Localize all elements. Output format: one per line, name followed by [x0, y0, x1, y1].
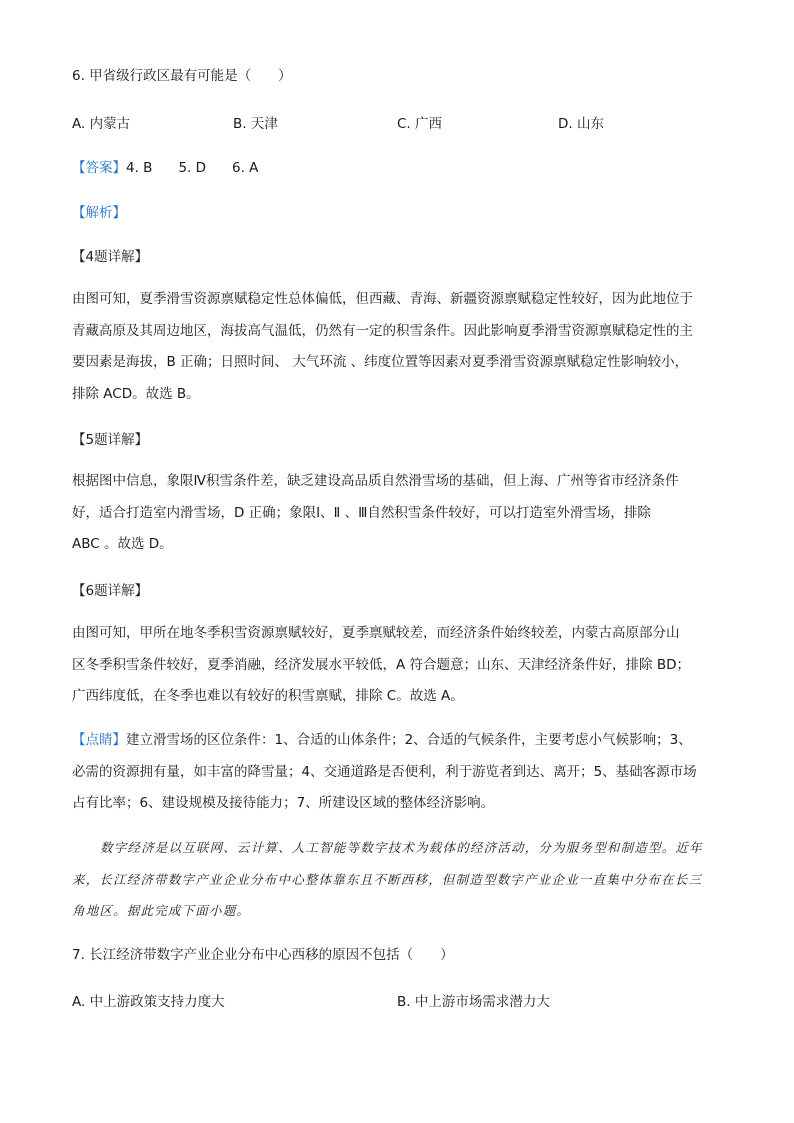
- q6-option-a: A. 内蒙古: [72, 116, 131, 132]
- answer-row: [72, 156, 258, 176]
- text-line: 要因素是海拔，B 正确；日照时间、 大气环流 、纬度位置等因素对夏季滑雪资源禀赋稳定性影响较小，: [72, 354, 689, 370]
- text-line: [72, 725, 722, 757]
- text-line: 数字经济是以互联网、云计算、人工智能等数字技术为载体的经济活动，分为服务型和制造型。近年: [100, 840, 703, 855]
- question-7-stem: 7. 长江经济带数字产业企业分布中心西移的原因不包括（ ）: [72, 947, 454, 963]
- tip-label: 【点睛】: [72, 732, 126, 748]
- q6-option-d: D. 山东: [558, 116, 604, 132]
- q6-option-c: C. 广西: [397, 116, 443, 132]
- text-line: 根据图中信息，象限Ⅳ积雪条件差，缺乏建设高品质自然滑雪场的基础，但上海、广州等省市经济条件: [72, 473, 679, 489]
- detail-6-title: 【6题详解】: [72, 583, 149, 599]
- reading-passage: [72, 832, 722, 927]
- tip-block: [72, 725, 722, 820]
- text-line: ABC 。故选 D。: [72, 536, 173, 552]
- text-line: 区冬季积雪条件较好，夏季消融，经济发展水平较低，A 符合题意；山东、天津经济条件好，排除 BD；: [72, 656, 690, 673]
- q7-option-a: A. 中上游政策支持力度大: [72, 994, 225, 1010]
- text-line: 广西纬度低，在冬季也难以有较好的积雪禀赋，排除 C。故选 A。: [72, 688, 464, 704]
- detail-5-body: [72, 466, 722, 561]
- q6-option-b: B. 天津: [233, 116, 278, 132]
- detail-4-title: 【4题详解】: [72, 249, 149, 265]
- text-line: 来，长江经济带数字产业企业分布中心整体靠东且不断西移，但制造型数字产业企业一直集中分布在长三: [72, 871, 703, 887]
- text-line: 由图可知，夏季滑雪资源禀赋稳定性总体偏低，但西藏、青海、新疆资源禀赋稳定性较好，因为此地位于: [72, 291, 693, 307]
- text-line: 角地区。据此完成下面小题。: [72, 903, 251, 918]
- text-line: 由图可知，甲所在地冬季积雪资源禀赋较好，夏季禀赋较差，而经济条件始终较差，内蒙古高原部分山: [72, 625, 680, 641]
- text-line: 占有比率；6、建设规模及接待能力；7、所建设区域的整体经济影响。: [72, 795, 495, 811]
- text-line: 好，适合打造室内滑雪场，D 正确；象限Ⅰ、Ⅱ 、Ⅲ自然积雪条件较好，可以打造室外滑雪场，排除: [72, 504, 651, 521]
- detail-4-body: [72, 284, 722, 410]
- text-line: 必需的资源拥有量，如丰富的降雪量；4、交通道路是否便利，利于游览者到达、离开；5、基础客源市场: [72, 763, 697, 780]
- answer-item: 5. D: [178, 160, 207, 176]
- answer-item: 4. B: [126, 160, 153, 176]
- answer-label: 【答案】: [72, 160, 126, 176]
- question-6-stem: 6. 甲省级行政区最有可能是（ ）: [72, 68, 292, 84]
- answer-item: 6. A: [232, 160, 259, 176]
- q7-option-b: B. 中上游市场需求潜力大: [397, 994, 550, 1010]
- analysis-label: 【解析】: [72, 205, 126, 221]
- text-line: 排除 ACD。故选 B。: [72, 385, 200, 402]
- text-line: 青藏高原及其周边地区，海拔高气温低，仍然有一定的积雪条件。因此影响夏季滑雪资源禀赋稳定性的主: [72, 322, 693, 339]
- detail-5-title: 【5题详解】: [72, 432, 149, 448]
- detail-6-body: [72, 618, 722, 713]
- tip-text: 建立滑雪场的区位条件：1、合适的山体条件；2、合适的气候条件，主要考虑小气候影响；3、: [126, 732, 692, 748]
